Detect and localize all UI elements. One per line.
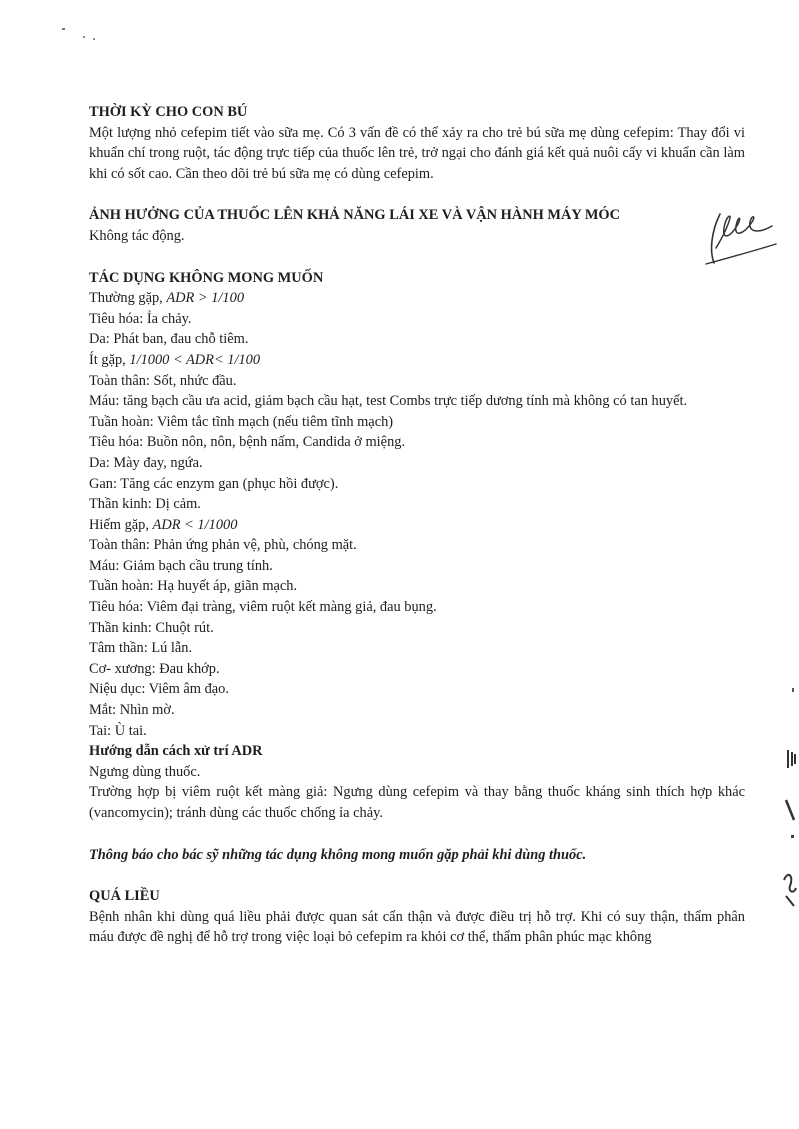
list-item: Gan: Tăng các enzym gan (phục hồi được). (89, 475, 339, 492)
list-item: Cơ- xương: Đau khớp. (89, 660, 220, 677)
frequency-line-uncommon (89, 350, 745, 371)
frequency-label: Hiếm gặp, (89, 516, 153, 533)
list-item: Ngưng dùng thuốc. (89, 763, 201, 780)
sub-heading: Hướng dẫn cách xử trí ADR (89, 743, 263, 760)
paragraph: Bệnh nhân khi dùng quá liều phải được quan sát cẩn thận và được điều trị hỗ trợ. Khi có suy thận, thẩm phân máu được đề nghị để hỗ trợ trong việc loại bỏ cefepim ra khỏi cơ thể, thẩm phân phúc mạc không (89, 908, 745, 946)
paragraph: Một lượng nhỏ cefepim tiết vào sữa mẹ. Có 3 vấn đề có thể xảy ra cho trẻ bú sữa mẹ dùng cefepim: Thay đổi vi khuẩn chí trong ruột, tác động trực tiếp của thuốc lên trẻ, trở ngại cho đánh giá kết quả nuôi cấy vi khuẩn cần làm khi có sốt cao. Cần theo dõi trẻ bú sữa mẹ có dùng cefepim. (89, 124, 745, 182)
list-item: Tiêu hóa: Ỉa chảy. (89, 310, 192, 327)
frequency-label: Ít gặp, (89, 351, 130, 368)
list-item: Tuần hoàn: Hạ huyết áp, giãn mạch. (89, 578, 298, 595)
section-driving (89, 205, 745, 246)
notice-text: Thông báo cho bác sỹ những tác dụng không mong muốn gặp phải khi dùng thuốc. (89, 846, 587, 863)
section-heading: THỜI KỲ CHO CON BÚ (89, 104, 248, 120)
list-item: Máu: Giảm bạch cầu trung tính. (89, 557, 273, 574)
document-body (89, 102, 745, 948)
frequency-label: Thường gặp, (89, 290, 167, 307)
frequency-line-rare (89, 515, 745, 536)
list-item: Thần kinh: Chuột rút. (89, 619, 214, 636)
list-item: Trường hợp bị viêm ruột kết màng giả: Ngưng dùng cefepim và thay bằng thuốc kháng sinh thích hợp khác (vancomycin); tránh dùng các thuốc chống ỉa chảy. (89, 784, 745, 821)
list-item: Tuần hoàn: Viêm tắc tĩnh mạch (nếu tiêm tĩnh mạch) (89, 413, 394, 430)
frequency-value: ADR > 1/100 (166, 290, 245, 307)
edge-scan-mark (776, 680, 798, 940)
scan-speck (93, 38, 95, 40)
section-heading: TÁC DỤNG KHÔNG MONG MUỐN (89, 269, 324, 286)
paragraph: Không tác động. (89, 227, 185, 244)
list-item: Da: Phát ban, đau chỗ tiêm. (89, 331, 249, 348)
list-item: Tiêu hóa: Buồn nôn, nôn, bệnh nấm, Candida ở miệng. (89, 434, 406, 451)
scan-speck (62, 28, 65, 30)
list-item: Tiêu hóa: Viêm đại tràng, viêm ruột kết màng giả, đau bụng. (89, 599, 437, 616)
list-item: Toàn thân: Sốt, nhức đầu. (89, 372, 237, 389)
frequency-value: ADR < 1/1000 (152, 516, 238, 533)
list-item: Toàn thân: Phản ứng phản vệ, phù, chóng mặt. (89, 537, 357, 554)
scan-speck (83, 36, 85, 38)
handwritten-signature (700, 208, 780, 270)
list-item: Niệu dục: Viêm âm đạo. (89, 681, 229, 698)
list-item: Da: Mày đay, ngứa. (89, 454, 203, 471)
list-item: Máu: tăng bạch cầu ưa acid, giảm bạch cầu hạt, test Combs trực tiếp dương tính mà không có tan huyết. (89, 393, 688, 410)
frequency-line-common (89, 288, 745, 309)
list-item: Mắt: Nhìn mờ. (89, 702, 175, 719)
frequency-value: 1/1000 < ADR< 1/100 (129, 351, 261, 368)
section-heading: QUÁ LIỀU (89, 888, 160, 905)
section-overdose (89, 886, 745, 948)
list-item: Tâm thần: Lú lẫn. (89, 640, 193, 657)
list-item: Thần kinh: Dị cảm. (89, 496, 201, 513)
section-breastfeeding (89, 102, 745, 184)
list-item: Tai: Ù tai. (89, 722, 147, 739)
section-adverse-effects (89, 268, 745, 866)
section-heading: ẢNH HƯỞNG CỦA THUỐC LÊN KHẢ NĂNG LÁI XE VÀ VẬN HÀNH MÁY MÓC (89, 207, 621, 224)
